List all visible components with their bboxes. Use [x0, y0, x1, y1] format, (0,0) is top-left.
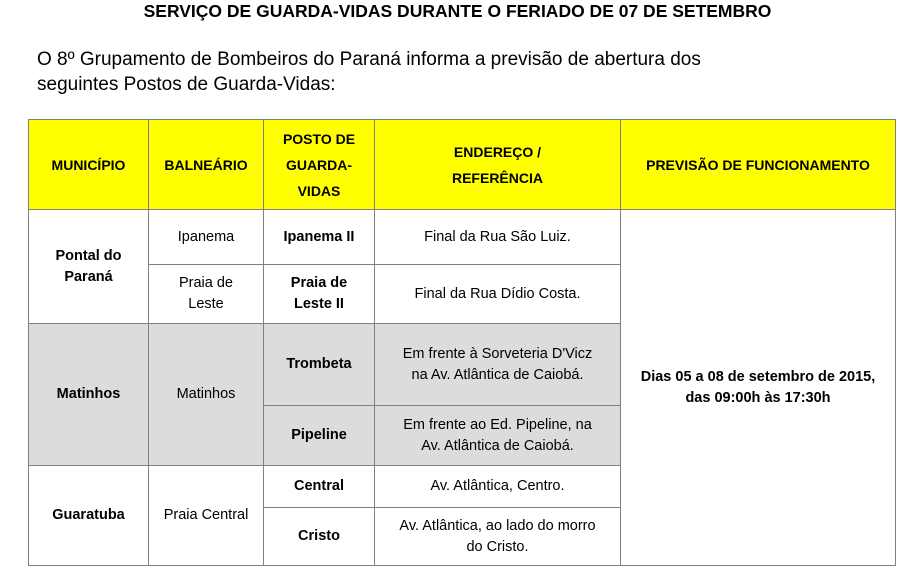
- balneario-praia-de-leste: [149, 265, 264, 324]
- header-endereco: [375, 119, 621, 210]
- endereco-cristo-line-2: do Cristo.: [466, 538, 529, 555]
- header-balneario: [149, 119, 264, 210]
- municipio-pontal-line-1: Pontal do: [55, 247, 122, 264]
- balneario-ipanema: [149, 210, 264, 265]
- endereco-pipeline: [375, 406, 621, 466]
- posto-cristo: [264, 508, 375, 566]
- header-endereco-line-1: ENDEREÇO /: [453, 143, 542, 160]
- header-previsao: [621, 119, 896, 210]
- posto-pipeline: [264, 406, 375, 466]
- endereco-cristo-label: [399, 516, 595, 558]
- municipio-pontal-label: [55, 246, 121, 288]
- guard-posts-table: [28, 119, 896, 559]
- header-balneario-label: BALNEÁRIO: [164, 156, 248, 173]
- posto-praia-de-leste-ii-line-1: Praia de: [290, 275, 348, 291]
- posto-praia-de-leste-ii: [264, 265, 375, 324]
- balneario-praia-de-leste-line-1: Praia de: [178, 275, 233, 291]
- endereco-cristo-line-1: Av. Atlântica, ao lado do morro: [399, 517, 596, 534]
- balneario-praia-central: [149, 466, 264, 566]
- endereco-trombeta: [375, 324, 621, 406]
- municipio-pontal-do-parana: [28, 210, 149, 324]
- endereco-pipeline-line-1: Em frente ao Ed. Pipeline, na: [403, 416, 592, 433]
- endereco-central-label: Av. Atlântica, Centro.: [430, 478, 565, 494]
- endereco-trombeta-label: [403, 344, 592, 386]
- endereco-ipanema-ii: [375, 210, 621, 265]
- posto-praia-de-leste-ii-label: [291, 273, 347, 315]
- endereco-pipeline-label: [403, 415, 592, 457]
- posto-trombeta-label: Trombeta: [286, 356, 352, 372]
- endereco-praia-de-leste-ii: [375, 265, 621, 324]
- endereco-trombeta-line-1: Em frente à Sorveteria D'Vicz: [402, 345, 593, 362]
- previsao-funcionamento: [621, 210, 896, 566]
- endereco-praia-de-leste-ii-label: Final da Rua Dídio Costa.: [414, 285, 581, 302]
- document-title: SERVIÇO DE GUARDA-VIDAS DURANTE O FERIADO DE 07 DE SETEMBRO: [143, 1, 772, 21]
- posto-praia-de-leste-ii-line-2: Leste II: [294, 296, 344, 312]
- endereco-ipanema-ii-label: Final da Rua São Luiz.: [424, 228, 571, 245]
- endereco-cristo: [375, 508, 621, 566]
- intro-paragraph: [37, 47, 883, 97]
- posto-central-label: Central: [294, 478, 344, 494]
- intro-line-2: seguintes Postos de Guarda-Vidas:: [37, 74, 336, 95]
- balneario-praia-de-leste-label: [179, 273, 233, 315]
- endereco-central: [375, 466, 621, 508]
- header-posto-label: [283, 126, 355, 204]
- posto-ipanema-ii-label: Ipanema II: [283, 228, 355, 245]
- header-municipio: [28, 119, 149, 210]
- intro-line-1: O 8º Grupamento de Bombeiros do Paraná informa a previsão de abertura dos: [37, 49, 701, 70]
- balneario-praia-central-label: Praia Central: [163, 507, 249, 523]
- header-posto-line-1: POSTO DE: [282, 130, 356, 147]
- municipio-guaratuba: [28, 466, 149, 566]
- municipio-matinhos: [28, 324, 149, 466]
- header-posto-line-3: VIDAS: [297, 182, 341, 199]
- balneario-praia-de-leste-line-2: Leste: [188, 296, 224, 312]
- header-posto: [264, 119, 375, 210]
- posto-trombeta: [264, 324, 375, 406]
- previsao-line-1: Dias 05 a 08 de setembro de 2015,: [640, 368, 876, 385]
- previsao-line-2: das 09:00h às 17:30h: [685, 389, 831, 406]
- balneario-ipanema-label: Ipanema: [177, 228, 235, 245]
- endereco-trombeta-line-2: na Av. Atlântica de Caiobá.: [411, 366, 584, 383]
- posto-cristo-label: Cristo: [298, 528, 340, 544]
- municipio-matinhos-label: Matinhos: [56, 386, 121, 402]
- header-posto-line-2: GUARDA-: [285, 156, 353, 173]
- posto-pipeline-label: Pipeline: [291, 427, 347, 443]
- previsao-label: [641, 367, 876, 409]
- posto-central: [264, 466, 375, 508]
- balneario-matinhos: [149, 324, 264, 466]
- endereco-pipeline-line-2: Av. Atlântica de Caiobá.: [421, 437, 574, 454]
- municipio-guaratuba-label: Guaratuba: [52, 507, 125, 523]
- balneario-matinhos-label: Matinhos: [176, 386, 236, 402]
- municipio-pontal-line-2: Paraná: [64, 268, 113, 285]
- header-previsao-label: PREVISÃO DE FUNCIONAMENTO: [646, 156, 870, 173]
- posto-ipanema-ii: [264, 210, 375, 265]
- header-municipio-label: MUNICÍPIO: [51, 156, 126, 173]
- header-endereco-line-2: REFERÊNCIA: [451, 169, 543, 186]
- header-endereco-label: [452, 139, 543, 191]
